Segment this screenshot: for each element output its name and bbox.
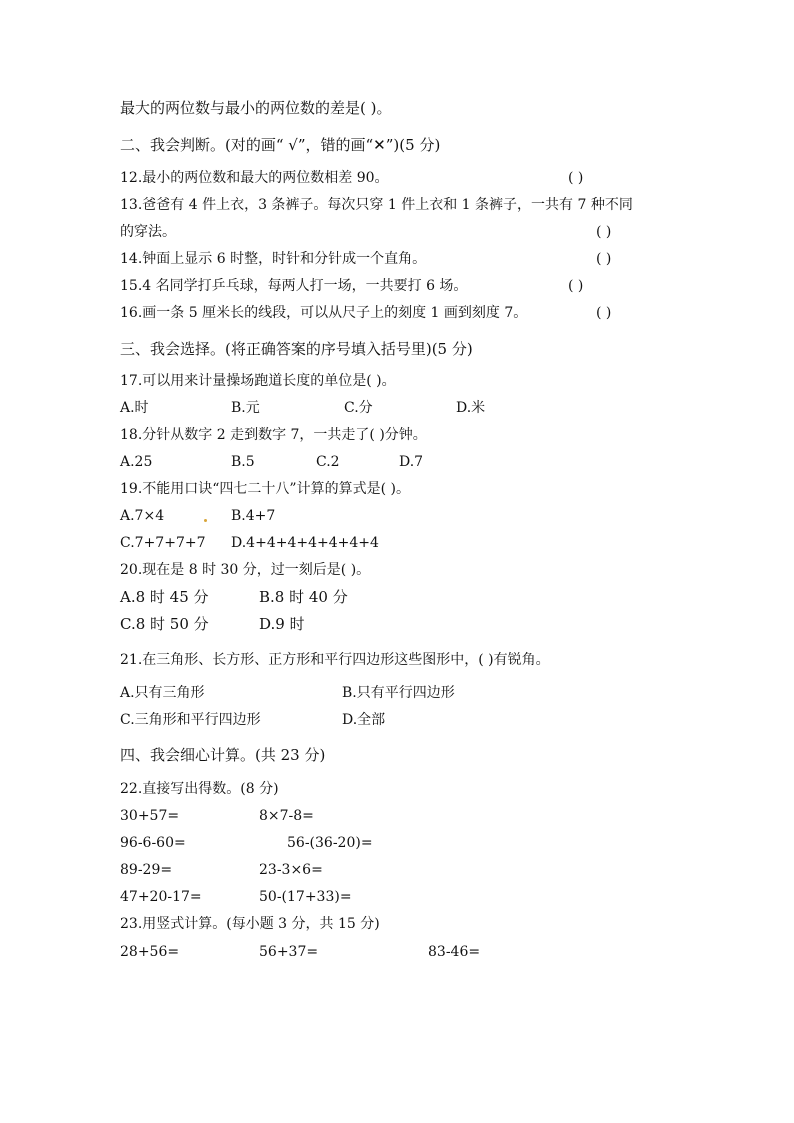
q12-text: 12.最小的两位数和最大的两位数相差 90。	[120, 170, 389, 186]
q21-option-a[interactable]: A.只有三角形	[120, 685, 205, 701]
q22-expr-5: 89-29=	[120, 862, 173, 878]
q21-text: 21.在三角形、长方形、正方形和平行四边形这些图形中，( )有锐角。	[120, 652, 550, 668]
q17-text: 17.可以用来计量操场跑道长度的单位是( )。	[120, 373, 396, 389]
q16-text: 16.画一条 5 厘米长的线段，可以从尺子上的刻度 1 画到刻度 7。	[120, 305, 528, 321]
q21-option-c[interactable]: C.三角形和平行四边形	[120, 712, 261, 728]
section3-heading: 三、我会选择。(将正确答案的序号填入括号里)(5 分)	[120, 340, 473, 358]
q23-text: 23.用竖式计算。(每小题 3 分，共 15 分)	[120, 916, 380, 932]
q22-expr-3: 96-6-60=	[120, 835, 186, 851]
q21-option-b[interactable]: B.只有平行四边形	[342, 685, 455, 701]
q19-option-a[interactable]: A.7×4	[120, 508, 165, 524]
q13-text-cont: 的穿法。	[120, 224, 176, 240]
q17-option-d[interactable]: D.米	[456, 400, 486, 416]
q14-text: 14.钟面上显示 6 时整，时针和分针成一个直角。	[120, 251, 427, 267]
q22-expr-2: 8×7-8=	[259, 808, 314, 824]
q22-expr-1: 30+57=	[120, 808, 180, 824]
section2-heading: 二、我会判断。(对的画“ √”，错的画“✕”)(5 分)	[120, 136, 441, 154]
q14-answer-paren[interactable]: ( )	[596, 251, 612, 267]
q16-answer-paren[interactable]: ( )	[596, 305, 612, 321]
q22-expr-6: 23-3×6=	[259, 862, 323, 878]
q22-expr-8: 50-(17+33)=	[259, 889, 352, 905]
q17-option-b[interactable]: B.元	[231, 400, 260, 416]
q15-answer-paren[interactable]: ( )	[568, 278, 584, 294]
q18-option-d[interactable]: D.7	[399, 454, 424, 470]
q13-text: 13.爸爸有 4 件上衣，3 条裤子。每次只穿 1 件上衣和 1 条裤子，一共有 7 种不同	[120, 197, 633, 213]
q18-text: 18.分针从数字 2 走到数字 7，一共走了( )分钟。	[120, 427, 427, 443]
q18-option-c[interactable]: C.2	[316, 454, 340, 470]
q23-expr-2: 56+37=	[259, 944, 319, 960]
intro-line: 最大的两位数与最小的两位数的差是( )。	[120, 99, 392, 117]
q15-text: 15.4 名同学打乒乓球，每两人打一场，一共要打 6 场。	[120, 278, 468, 294]
stray-dot-mark	[204, 519, 207, 522]
q19-text: 19.不能用口诀“四七二十八”计算的算式是( )。	[120, 481, 410, 497]
q17-option-c[interactable]: C.分	[344, 400, 373, 416]
q23-expr-3: 83-46=	[428, 944, 481, 960]
q13-answer-paren[interactable]: ( )	[596, 224, 612, 240]
q23-expr-1: 28+56=	[120, 944, 180, 960]
q22-expr-7: 47+20-17=	[120, 889, 202, 905]
q22-expr-4: 56-(36-20)=	[287, 835, 373, 851]
q20-text: 20.现在是 8 时 30 分，过一刻后是( )。	[120, 562, 371, 578]
q18-option-b[interactable]: B.5	[231, 454, 255, 470]
q20-option-a[interactable]: A.8 时 45 分	[120, 588, 209, 606]
q20-option-b[interactable]: B.8 时 40 分	[259, 588, 348, 606]
q18-option-a[interactable]: A.25	[120, 454, 153, 470]
q19-option-d[interactable]: D.4+4+4+4+4+4+4	[231, 535, 379, 551]
section4-heading: 四、我会细心计算。(共 23 分)	[120, 746, 326, 764]
q19-option-b[interactable]: B.4+7	[231, 508, 276, 524]
q20-option-c[interactable]: C.8 时 50 分	[120, 615, 209, 633]
q12-answer-paren[interactable]: ( )	[568, 170, 584, 186]
q17-option-a[interactable]: A.时	[120, 400, 149, 416]
q21-option-d[interactable]: D.全部	[342, 712, 386, 728]
q20-option-d[interactable]: D.9 时	[259, 615, 305, 633]
q22-text: 22.直接写出得数。(8 分)	[120, 781, 279, 797]
q19-option-c[interactable]: C.7+7+7+7	[120, 535, 206, 551]
